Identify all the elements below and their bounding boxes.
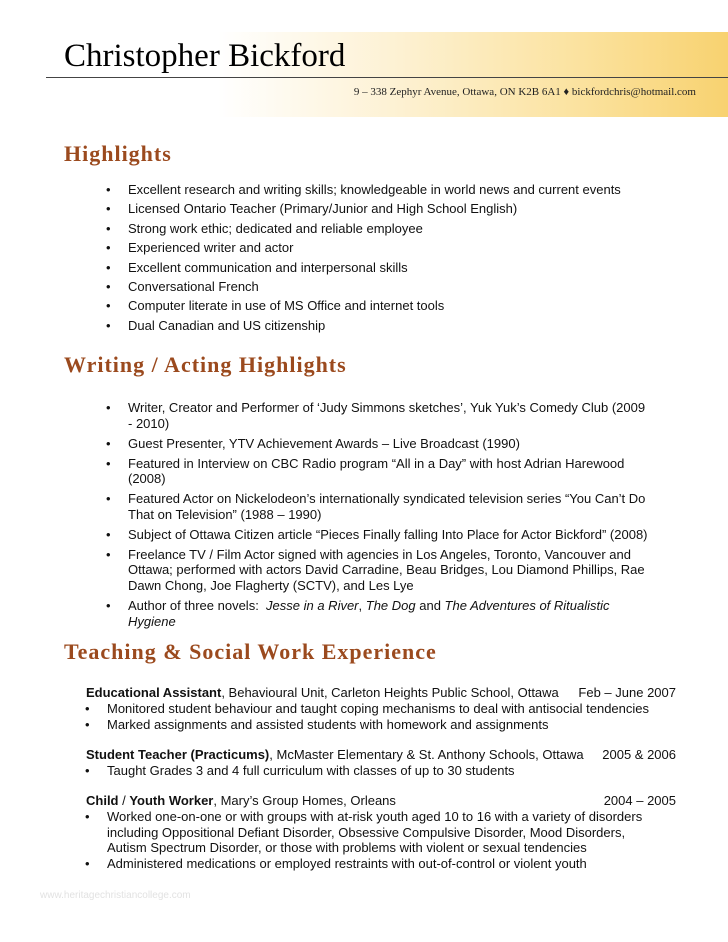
separator: , <box>358 598 366 614</box>
job-heading <box>86 793 676 809</box>
job-bullets <box>107 701 649 733</box>
job-details: , McMaster Elementary & St. Anthony Schools, Ottawa <box>269 747 584 762</box>
job-bullets <box>107 809 642 872</box>
teaching-heading: Teaching & Social Work Experience <box>64 639 437 664</box>
item-line: • Subject of Ottawa Citizen article “Pieces Finally falling Into Place for Actor Bickford” (2008) <box>128 526 648 542</box>
list-item-novels <box>128 598 648 629</box>
item-line: That on Television” (1988 – 1990) <box>128 506 322 522</box>
novel-title: The Adventures of Ritualistic <box>444 598 610 614</box>
item-line: • Guest Presenter, YTV Achievement Awards – Live Broadcast (1990) <box>128 435 520 451</box>
list-item: • Administered medications or employed restraints with out-of-control or violent youth <box>107 856 642 872</box>
item-line: • Writer, Creator and Performer of ‘Judy Simmons sketches’, Yuk Yuk’s Comedy Club (2009 <box>128 400 646 415</box>
item-line <box>128 598 648 614</box>
list-item: • Excellent research and writing skills; knowledgeable in world news and current events <box>128 182 621 198</box>
list-item: • Marked assignments and assisted students with homework and assignments <box>107 717 649 733</box>
job-dates: 2005 & 2006 <box>602 747 676 762</box>
separator: and <box>415 598 445 614</box>
list-item: • Licensed Ontario Teacher (Primary/Junior and High School English) <box>128 201 621 217</box>
list-item <box>128 400 648 431</box>
item-line: (2008) <box>128 471 166 487</box>
list-item: • Excellent communication and interpersonal skills <box>128 260 621 276</box>
job-details: , Behavioural Unit, Carleton Heights Public School, Ottawa <box>221 685 559 700</box>
item-line: • Featured Actor on Nickelodeon’s internationally syndicated television series “You Can’t Do <box>128 491 646 507</box>
highlights-list <box>128 182 621 337</box>
novel-title: Jesse in a River <box>266 598 359 614</box>
novel-title: Hygiene <box>128 613 176 629</box>
job-role: Child <box>86 793 119 808</box>
item-line: including Oppositional Defiant Disorder, Obsessive Compulsive Disorder, Mood Disorders, <box>107 824 626 840</box>
job-dates: 2004 – 2005 <box>603 793 676 808</box>
watermark: www.heritagechristiancollege.com <box>40 890 191 901</box>
list-item: • Experienced writer and actor <box>128 240 621 256</box>
list-item <box>128 436 648 452</box>
novels-prefix: Author of three novels: <box>128 598 267 614</box>
item-line <box>128 614 648 630</box>
job-dates: Feb – June 2007 <box>578 685 676 700</box>
list-item: • Strong work ethic; dedicated and reliable employee <box>128 221 621 237</box>
item-line: Ottawa; performed with actors David Carradine, Beau Bridges, Lou Diamond Phillips, Rae <box>128 562 645 578</box>
job-role: Student Teacher (Practicums) <box>86 747 270 762</box>
header-rule <box>46 77 728 78</box>
job-role: Youth Worker <box>129 793 214 808</box>
job-heading <box>86 685 676 701</box>
job-heading <box>86 747 676 763</box>
list-item <box>128 456 648 487</box>
list-item <box>128 527 648 543</box>
list-item <box>128 491 648 522</box>
novel-title: The Dog <box>365 598 416 614</box>
list-item: • Monitored student behaviour and taught coping mechanisms to deal with antisocial tendencies <box>107 701 649 717</box>
item-line: Dawn Chong, Joe Flagherty (SCTV), and Les Lye <box>128 577 414 593</box>
item-line: Autism Spectrum Disorder, or those with problems with violent or sexual tendencies <box>107 840 587 855</box>
job-role: Educational Assistant <box>86 685 222 700</box>
job-details: , Mary’s Group Homes, Orleans <box>213 793 396 808</box>
writing-acting-list <box>128 400 648 634</box>
list-item <box>128 547 648 594</box>
item-line: - 2010) <box>128 415 170 431</box>
item-line: • Worked one-on-one or with groups with at-risk youth aged 10 to 16 with a variety of disorders <box>107 809 643 824</box>
list-item: • Conversational French <box>128 279 621 295</box>
list-item: • Computer literate in use of MS Office and internet tools <box>128 298 621 314</box>
list-item <box>107 809 642 856</box>
item-line: • Freelance TV / Film Actor signed with agencies in Los Angeles, Toronto, Vancouver and <box>128 546 631 562</box>
job-role-separator: / <box>118 793 130 808</box>
writing-acting-heading: Writing / Acting Highlights <box>64 352 347 377</box>
list-item: • Dual Canadian and US citizenship <box>128 318 621 334</box>
item-line: • Featured in Interview on CBC Radio program “All in a Day” with host Adrian Harewood <box>128 455 625 471</box>
contact-line: 9 – 338 Zephyr Avenue, Ottawa, ON K2B 6A1 ♦ bickfordchris@hotmail.com <box>353 86 696 98</box>
job-bullets <box>107 763 515 779</box>
list-item: • Taught Grades 3 and 4 full curriculum with classes of up to 30 students <box>107 763 515 779</box>
highlights-heading: Highlights <box>64 141 172 166</box>
candidate-name: Christopher Bickford <box>64 38 346 74</box>
